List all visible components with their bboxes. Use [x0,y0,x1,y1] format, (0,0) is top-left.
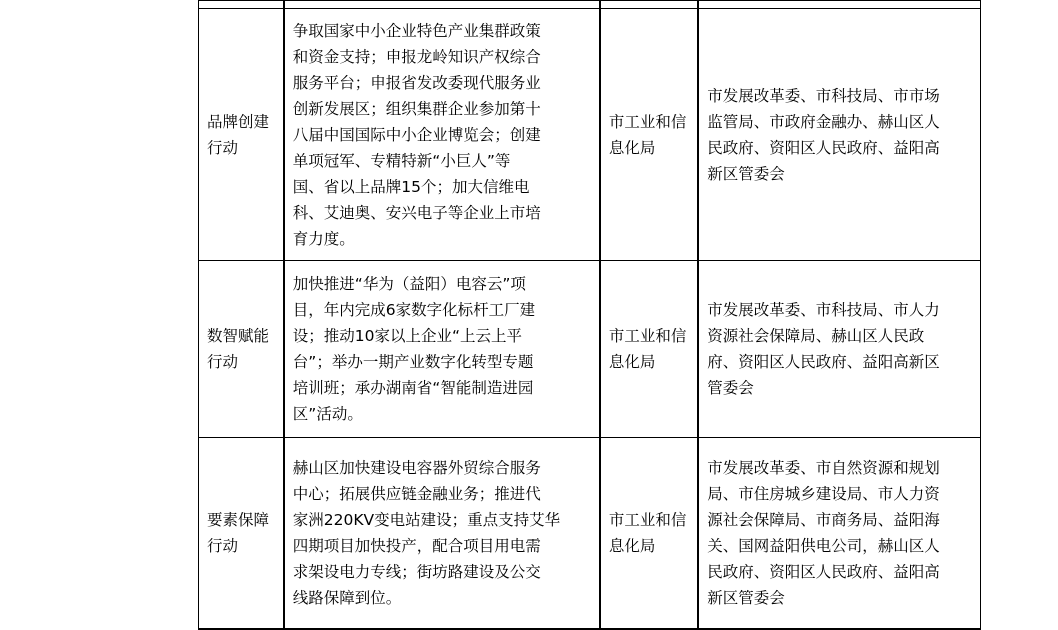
action-name: 数智赋能 行动 [199,261,284,438]
action-name: 要素保障 行动 [199,438,284,630]
table-row [199,261,981,438]
lead-unit: 市工业和信 息化局 [600,261,698,438]
action-content: 争取国家中小企业特色产业集群政策 和资金支持；申报龙岭知识产权综合 服务平台；申报省发改委现代服务业 创新发展区；组织集群企业参加第十 八届中国国际中小企业博览会；创建 单项冠军、专精特新“小巨人”等 国、省以上品牌15个；加大信维电 科、艾迪奥、安兴电子等企业上市培 育力度。 [284,9,600,261]
table-cell [199,1,284,9]
action-name: 品牌创建 行动 [199,9,284,261]
action-content: 赫山区加快建设电容器外贸综合服务 中心；拓展供应链金融业务；推进代 家洲220KV变电站建设；重点支持艾华 四期项目加快投产，配合项目用电需 求架设电力专线；街坊路建设及公交 线路保障到位。 [284,438,600,630]
partner-units: 市发展改革委、市科技局、市市场 监管局、市政府金融办、赫山区人 民政府、资阳区人民政府、益阳高 新区管委会 [698,9,980,261]
table-cell [698,1,980,9]
lead-unit: 市工业和信 息化局 [600,9,698,261]
table-cell [284,1,600,9]
table-row [199,1,981,9]
table-cell [600,1,698,9]
table-row [199,9,981,261]
action-content: 加快推进“华为（益阳）电容云”项 目，年内完成6家数字化标杆工厂建 设；推动10家以上企业“上云上平 台”；举办一期产业数字化转型专题 培训班；承办湖南省“智能制造进园 区”活动。 [284,261,600,438]
table-row [199,438,981,630]
partner-units: 市发展改革委、市科技局、市人力 资源社会保障局、赫山区人民政 府、资阳区人民政府、益阳高新区 管委会 [698,261,980,438]
action-plan-table [198,0,981,630]
lead-unit: 市工业和信 息化局 [600,438,698,630]
partner-units: 市发展改革委、市自然资源和规划 局、市住房城乡建设局、市人力资 源社会保障局、市商务局、益阳海 关、国网益阳供电公司，赫山区人 民政府、资阳区人民政府、益阳高 新区管委会 [698,438,980,630]
